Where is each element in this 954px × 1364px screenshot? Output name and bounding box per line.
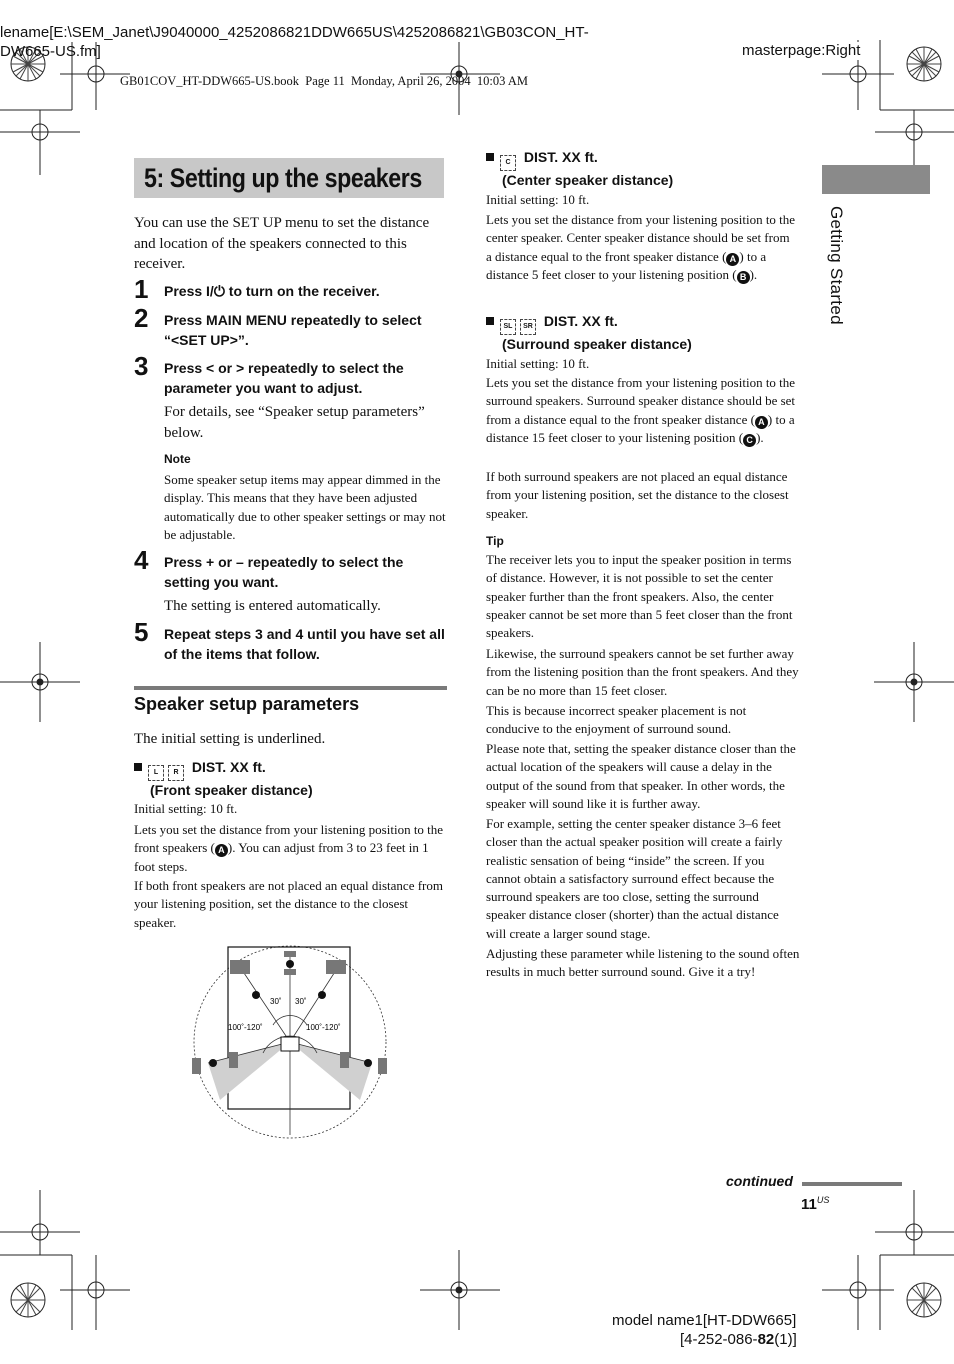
surround-initial: Initial setting: 10 ft. [486, 356, 590, 371]
tip-paragraph-2: Likewise, the surround speakers cannot be set further away from the listening position than the front speakers. And they can be no more than 15 feet closer. [486, 646, 799, 698]
surround-angle-right: 100˚-120˚ [306, 1023, 341, 1032]
angle-label-right: 30˚ [295, 997, 307, 1006]
page-title: 5: Setting up the speakers [144, 163, 422, 193]
step-number-3: 3 [134, 351, 149, 381]
front-param-subtitle: (Front speaker distance) [150, 782, 313, 798]
page-number-value: 11 [801, 1196, 817, 1213]
continued-label: continued [726, 1173, 793, 1189]
front-initial: Initial setting: 10 ft. [134, 801, 238, 816]
tip-paragraph-1: The receiver lets you to input the speaker position in terms of distance. However, it is not possible to set the center speaker further than the front speakers. Also, the center speaker cannot be set more than 5 feet closer than the front speakers. [486, 552, 793, 641]
surround-desc-1a: Lets you set the distance from your listening position to the surround speakers. Surround speaker distance should be set from a distance equal to the front speaker distance ( [486, 375, 796, 427]
center-desc [486, 211, 798, 284]
step-number-5: 5 [134, 617, 149, 647]
tip-paragraph-4: Please note that, setting the speaker distance closer than the actual location of the speakers will cause a delay in the output of the sound from that speaker. In other words, the speaker will sound like it is further away. [486, 741, 796, 811]
center-param-subtitle: (Center speaker distance) [502, 172, 674, 188]
book-info-line: GB01COV_HT-DDW665-US.book Page 11 Monday, April 26, 2004 10:03 AM [120, 74, 528, 88]
front-desc-1 [134, 821, 446, 876]
surround-right-speaker-icon: SR [520, 319, 536, 335]
section-rule [134, 686, 447, 690]
step-detail-3: For details, see “Speaker setup parameters” below. [164, 404, 425, 441]
front-param-title: DIST. XX ft. [191, 759, 266, 775]
continued-bar [802, 1182, 902, 1186]
intro-paragraph: You can use the SET UP menu to set the distance and location of the speakers connected to this receiver. [134, 215, 430, 272]
tip-label: Tip [486, 534, 504, 548]
front-right-speaker-icon: R [168, 765, 184, 781]
note-text: Some speaker setup items may appear dimmed in the display. This means that they have been adjusted automatically due to other speaker settings or may not be adjustable. [164, 472, 446, 542]
angle-label-left: 30˚ [270, 997, 282, 1006]
model-code-b: 82 [757, 1331, 775, 1348]
surround-angle-left: 100˚-120˚ [228, 1023, 263, 1032]
page-number [801, 1195, 829, 1213]
center-desc-b: ) to a distance 5 feet closer to your listening position ( [486, 248, 767, 282]
front-desc-1a: Lets you set the distance from your listening position to the front speakers ( [134, 822, 444, 856]
surround-desc-2: If both surround speakers are not placed an equal distance from your listening position, set the distance to the closest speaker. [486, 469, 789, 521]
chapter-tab [822, 165, 930, 194]
surround-desc-1b: ) to a distance 15 feet closer to your listening position ( [486, 411, 795, 445]
front-desc-2: If both front speakers are not placed an equal distance from your listening position, set the distance to the closest speaker. [134, 878, 443, 930]
tip-paragraph-6: Adjusting these parameter while listening to the sound often results in much better surround sound. Give it a try! [486, 946, 800, 980]
section-heading: Speaker setup parameters [134, 694, 360, 714]
front-desc-1b: ). You can adjust from 3 to 23 feet in 1 foot steps. [134, 840, 429, 874]
marker-b: B [737, 271, 750, 284]
masterpage-label: masterpage:Right [742, 42, 861, 59]
center-param-heading [486, 148, 798, 190]
bullet-square [134, 763, 142, 771]
front-param-heading [134, 758, 446, 800]
bullet-square [486, 153, 494, 161]
filename-line-2: DW665-US.fm] [0, 43, 101, 60]
marker-c: C [743, 434, 756, 447]
step-text-3: Press < or > repeatedly to select the parameter you want to adjust. [164, 360, 404, 396]
note-label: Note [164, 452, 191, 466]
front-left-speaker-icon: L [148, 765, 164, 781]
marker-a: A [755, 416, 768, 429]
surround-param-subtitle: (Surround speaker distance) [502, 336, 692, 352]
surround-param-heading [486, 312, 798, 354]
bullet-square [486, 317, 494, 325]
model-line-1: model name1[HT-DDW665] [612, 1312, 797, 1329]
tip-paragraph-3: This is because incorrect speaker placement is not conducive to the enjoyment of surround sound. [486, 703, 747, 737]
step-number-1: 1 [134, 274, 149, 304]
model-line-2 [680, 1331, 797, 1349]
section-intro: The initial setting is underlined. [134, 731, 326, 747]
surround-param-title: DIST. XX ft. [543, 313, 618, 329]
surround-left-speaker-icon: SL [500, 319, 516, 335]
center-desc-a: Lets you set the distance from your listening position to the center speaker. Center speaker distance should be set from a distance equal to the front speaker distance ( [486, 212, 796, 264]
step-number-4: 4 [134, 545, 149, 575]
center-speaker-icon: C [500, 155, 516, 171]
model-code-c: (1)] [774, 1331, 797, 1348]
center-param-title: DIST. XX ft. [523, 149, 598, 165]
center-initial: Initial setting: 10 ft. [486, 192, 590, 207]
chapter-tab-label: Getting Started [827, 206, 846, 325]
page-number-suffix: US [816, 1195, 830, 1205]
surround-desc-1c: ). [756, 429, 764, 445]
center-desc-c: ). [749, 266, 758, 282]
surround-desc-1 [486, 374, 798, 447]
marker-a: A [215, 844, 228, 857]
step-number-2: 2 [134, 303, 149, 333]
marker-a: A [726, 253, 739, 266]
step-detail-4: The setting is entered automatically. [164, 598, 381, 614]
speaker-placement-diagram [188, 945, 398, 1145]
step-text-5: Repeat steps 3 and 4 until you have set all of the items that follow. [164, 626, 445, 662]
filename-line-1: lename[E:\SEM_Janet\J9040000_4252086821DDW665US\4252086821\GB03CON_HT- [0, 24, 589, 41]
step-text-4: Press + or – repeatedly to select the setting you want. [164, 554, 404, 590]
step-text-2: Press MAIN MENU repeatedly to select “<SET UP>”. [164, 312, 422, 348]
step-text-1: Press I/⏻ to turn on the receiver. [164, 283, 380, 299]
tip-paragraph-5: For example, setting the center speaker distance 3–6 feet closer than the actual speaker position will create a fairly realistic sensation of being “inside” the screen. If you cannot obtain a satisfactory surround effect because the surround speakers are too close, setting the surround speaker distance closer (shorter) than the actual distance will create a larger sound stage. [486, 816, 783, 941]
model-code-a: [4-252-086- [680, 1331, 758, 1348]
